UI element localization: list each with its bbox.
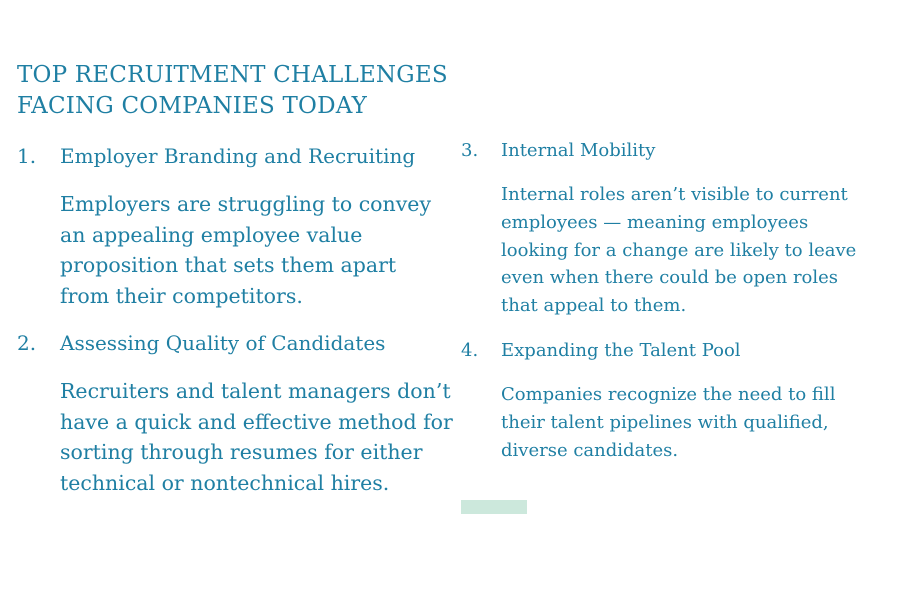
item-body-line: even when there could be open roles [501, 267, 839, 289]
accent-bar [461, 500, 527, 514]
item-heading: Assessing Quality of Candidates [60, 331, 386, 355]
title-line-1: TOP RECRUITMENT CHALLENGES [17, 62, 448, 88]
item-body-line: diverse candidates. [501, 439, 679, 461]
item-body-line: have a quick and effective method for [60, 409, 453, 434]
item-body-line: proposition that sets them apart [60, 253, 397, 277]
page-title [17, 60, 448, 122]
item-body-line: their talent pipelines with qualified, [501, 411, 829, 433]
item-body-line: Recruiters and talent managers don’t [60, 379, 451, 403]
item-number: 2. [17, 331, 37, 355]
item-body [60, 376, 453, 498]
item-number: 4. [461, 340, 479, 361]
item-number: 1. [17, 144, 37, 168]
item-body [60, 189, 431, 311]
item-body-line: employees — meaning employees [501, 211, 809, 233]
item-body-line: technical or nontechnical hires. [60, 470, 390, 495]
item-body-line: Companies recognize the need to fill [501, 384, 836, 405]
item-heading: Expanding the Talent Pool [501, 340, 741, 361]
item-body-line: Internal roles aren’t visible to current [501, 184, 848, 205]
item-heading: Internal Mobility [501, 140, 656, 161]
item-body-line: sorting through resumes for either [60, 440, 423, 464]
item-body-line: from their competitors. [60, 283, 303, 308]
item-body-line: Employers are struggling to convey [60, 192, 432, 216]
item-body [501, 381, 835, 464]
item-body [501, 181, 856, 320]
item-body-line: looking for a change are likely to leave [501, 239, 857, 261]
item-body-line: that appeal to them. [501, 295, 687, 317]
title-line-2: FACING COMPANIES TODAY [17, 93, 368, 119]
item-body-line: an appealing employee value [60, 222, 363, 247]
item-number: 3. [461, 140, 479, 161]
item-heading: Employer Branding and Recruiting [60, 144, 416, 168]
